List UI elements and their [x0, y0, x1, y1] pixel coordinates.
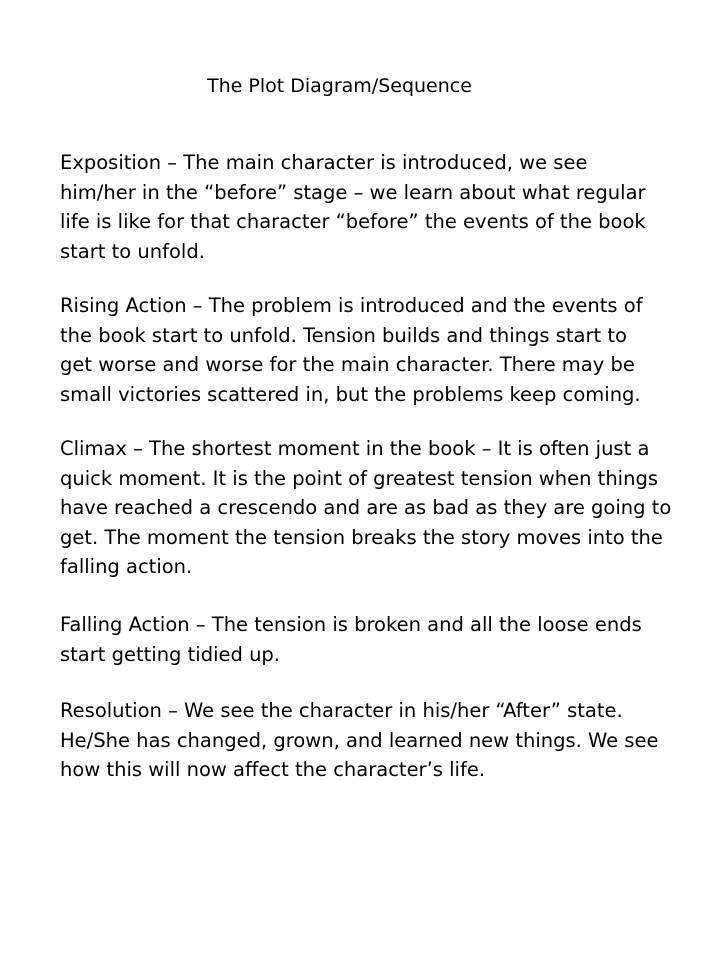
text-line: Climax – The shortest moment in the book – It is often just a: [60, 437, 650, 460]
text-line: him/her in the “before” stage – we learn about what regular: [60, 180, 646, 204]
exposition-paragraph: [60, 148, 680, 266]
text-line: life is like for that character “before” the events of the book: [60, 210, 646, 233]
text-line: He/She has changed, grown, and learned new things. We see: [60, 728, 659, 752]
page-title: The Plot Diagram/Sequence: [207, 75, 472, 97]
text-line: Rising Action – The problem is introduced and the events of: [60, 294, 643, 317]
text-line: Exposition – The main character is introduced, we see: [60, 151, 588, 174]
falling-action-paragraph: [60, 610, 680, 669]
text-line: quick moment. It is the point of greatest tension when things: [60, 466, 658, 490]
text-line: start getting tidied up.: [60, 642, 281, 666]
rising-action-paragraph: [60, 291, 680, 409]
text-line: small victories scattered in, but the problems keep coming.: [60, 382, 641, 406]
text-line: falling action.: [60, 555, 193, 578]
resolution-paragraph: [60, 696, 680, 785]
text-line: start to unfold.: [60, 239, 205, 263]
text-line: Resolution – We see the character in his/her “After” state.: [60, 699, 623, 722]
text-line: Falling Action – The tension is broken and all the loose ends: [60, 613, 642, 636]
text-line: get. The moment the tension breaks the story moves into the: [60, 525, 663, 549]
text-line: the book start to unfold. Tension builds and things start to: [60, 323, 627, 347]
text-line: have reached a crescendo and are as bad as they are going to: [60, 496, 672, 519]
text-line: how this will now affect the character’s life.: [60, 758, 486, 781]
text-line: get worse and worse for the main character. There may be: [60, 353, 635, 376]
climax-paragraph: [60, 434, 680, 582]
